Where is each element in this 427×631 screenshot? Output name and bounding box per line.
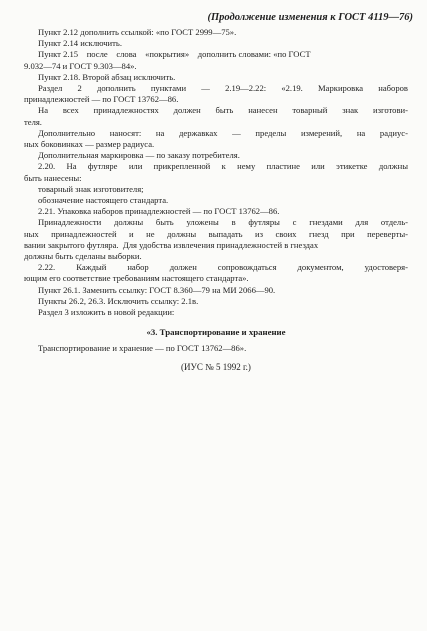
text-line: вании закрытого футляра. Для удобства извлечения принадлежностей в гнездах: [24, 239, 319, 250]
text-line: Пункт 2.14 исключить.: [38, 38, 122, 49]
text-line: ных боковинках — размер радиуса.: [24, 139, 155, 150]
text-line: Пункт 2.18. Второй абзац исключить.: [38, 71, 176, 82]
text-line: На всех принадлежностях должен быть нанесен товарный знак изготови-: [38, 105, 408, 116]
text-line: 9.032—74 и ГОСТ 9.303—84».: [24, 60, 137, 71]
text-line: быть нанесены:: [24, 172, 82, 183]
text-line: Пункты 26.2, 26.3. Исключить ссылку: 2.1в.: [38, 295, 199, 306]
text-line: 2.21. Упаковка наборов принадлежностей — по ГОСТ 13762—86.: [38, 206, 280, 217]
section-title: «3. Транспортирование и хранение: [146, 327, 286, 338]
text-line: теля.: [24, 116, 42, 127]
source-reference: (ИУС № 5 1992 г.): [181, 361, 251, 372]
text-line: Пункт 26.1. Заменить ссылку: ГОСТ 8.360—79 на МИ 2066—90.: [38, 284, 276, 295]
text-line: должны быть сделаны выборки.: [24, 251, 142, 262]
text-line: принадлежностей — по ГОСТ 13762—86.: [24, 94, 179, 105]
document-body: [24, 27, 408, 373]
text-line: Пункт 2.12 дополнить ссылкой: «по ГОСТ 2999—75».: [38, 27, 237, 37]
text-line: Раздел 3 изложить в новой редакции:: [38, 307, 175, 318]
text-line: Пункт 2.15 после слова «покрытия» дополнить словами: «по ГОСТ: [38, 49, 311, 60]
text-line: Дополнительно наносят: на державках — пределы измерений, на радиус-: [38, 127, 408, 138]
text-line: Раздел 2 дополнить пунктами — 2.19—2.22: «2.19. Маркировка наборов: [38, 83, 408, 94]
page-header: (Продолжение изменения к ГОСТ 4119—76): [207, 12, 413, 23]
text-line: Дополнительная маркировка — по заказу потребителя.: [38, 150, 240, 161]
section-text: Транспортирование и хранение — по ГОСТ 13762—86».: [38, 343, 247, 354]
text-line: товарный знак изготовителя;: [38, 183, 144, 194]
text-line: ющим его соответствие требованиям настоящего стандарта».: [24, 273, 249, 284]
text-line: ных принадлежностей и не должны выпадать из своих гнезд при переверты-: [24, 228, 408, 239]
text-line: обозначение настоящего стандарта.: [38, 195, 169, 206]
text-line: 2.22. Каждый набор должен сопровождаться документом, удостоверя-: [38, 262, 408, 273]
text-line: Принадлежности должны быть уложены в футляры с гнездами для отдель-: [38, 217, 408, 228]
text-line: 2.20. На футляре или прикрепленной к нему пластине или этикетке должны: [38, 161, 408, 172]
